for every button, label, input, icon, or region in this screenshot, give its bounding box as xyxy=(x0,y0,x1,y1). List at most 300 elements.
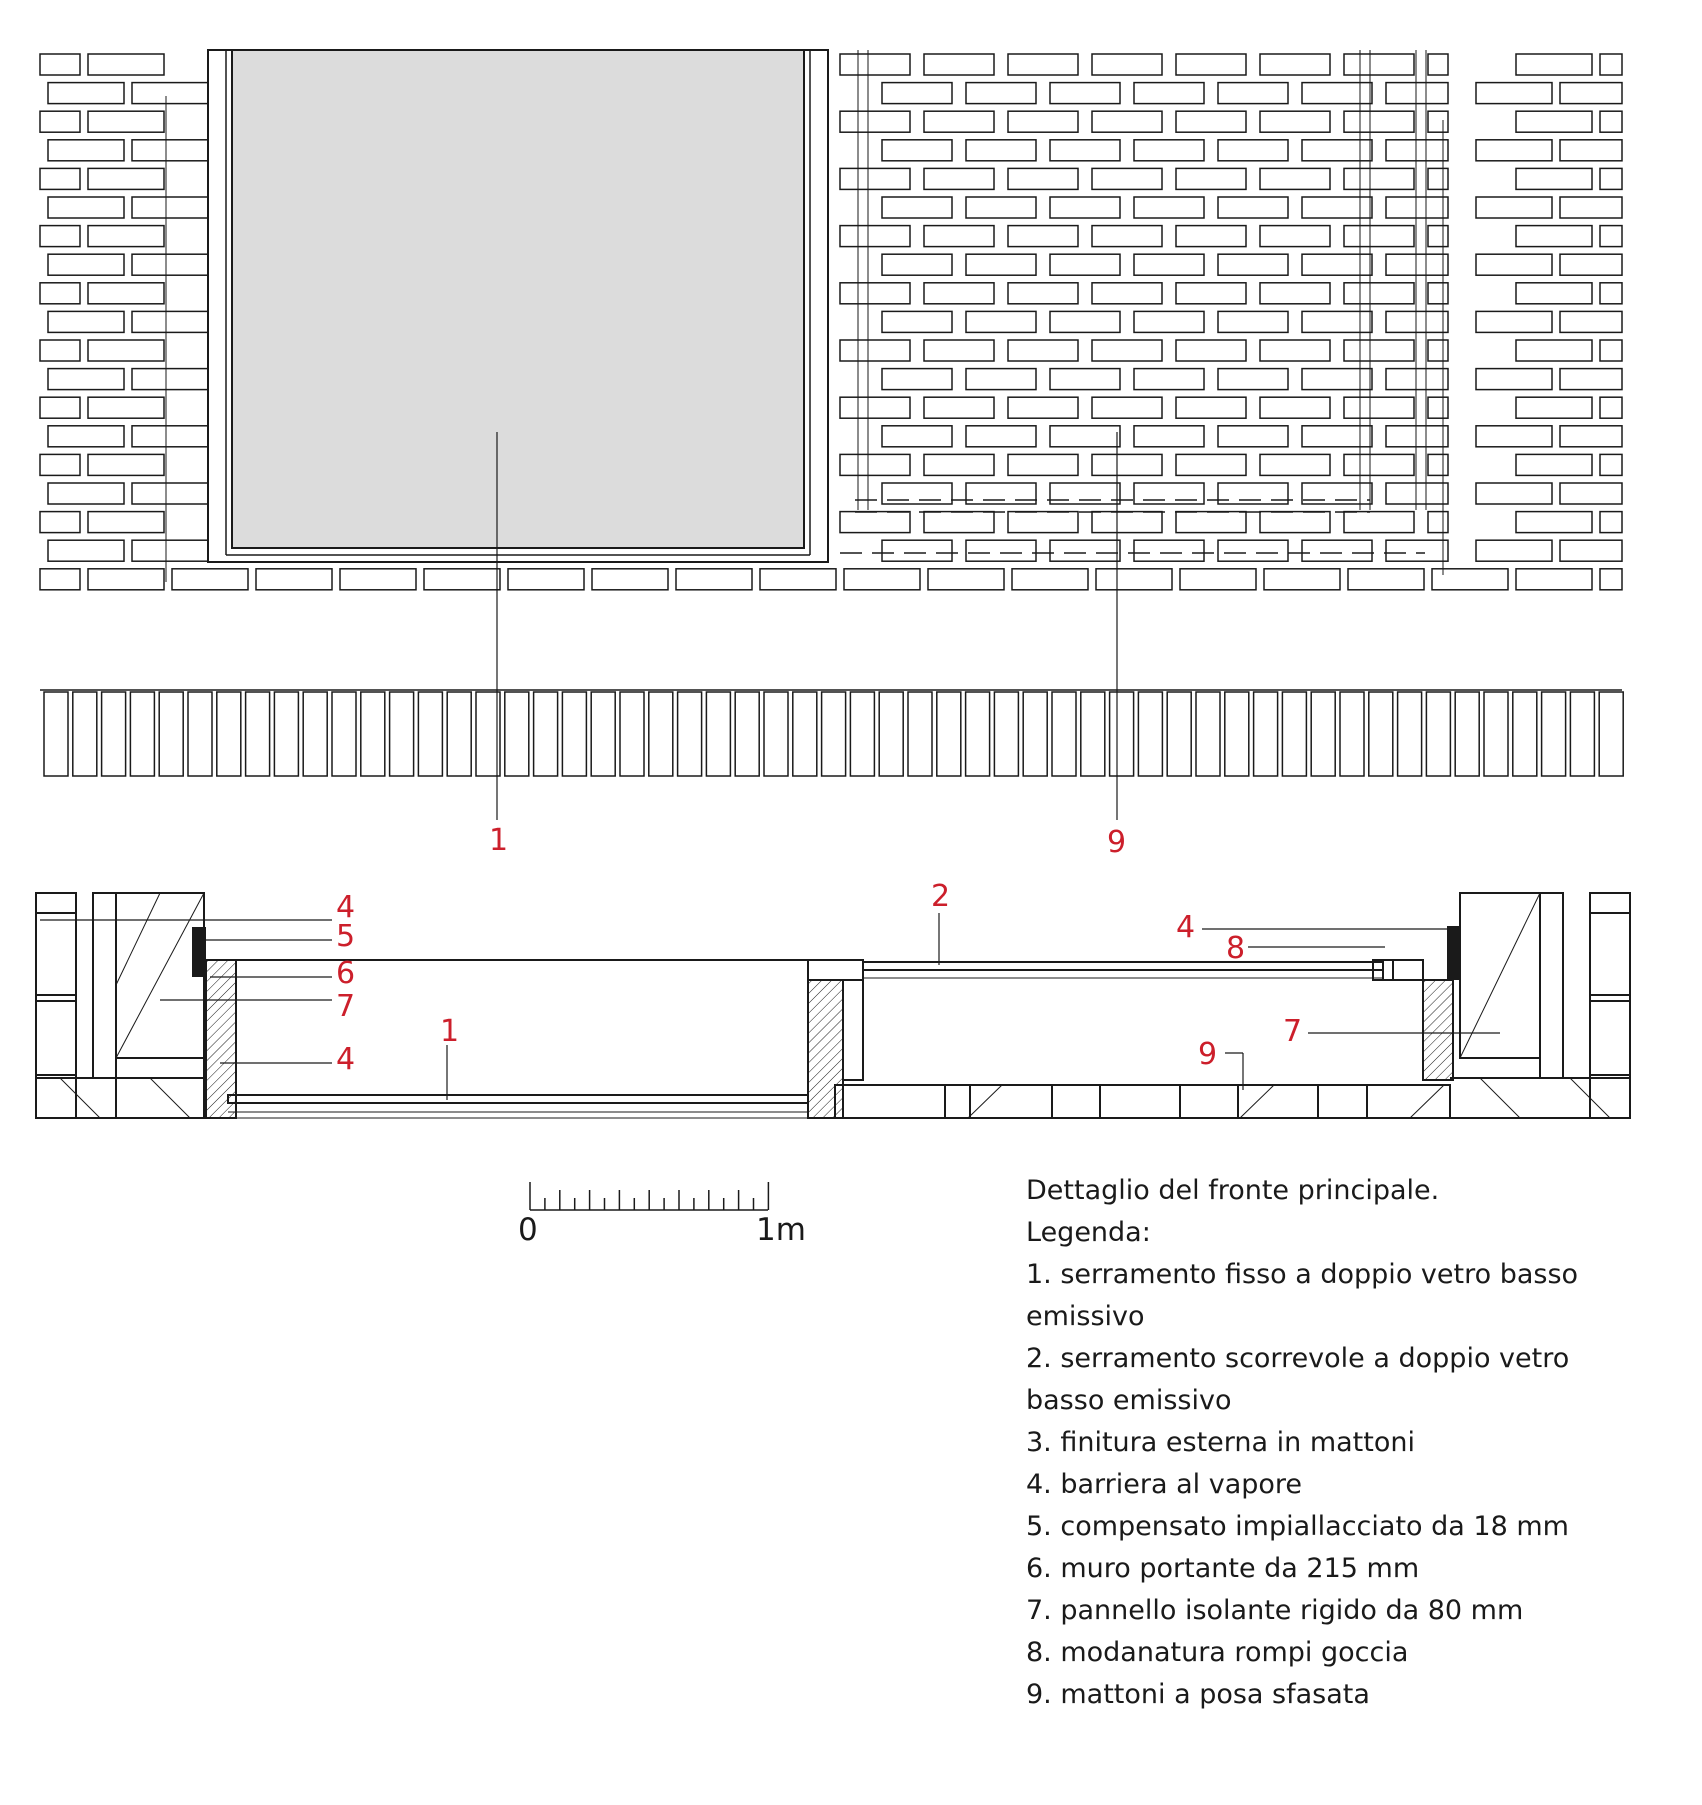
offset-brick xyxy=(1386,197,1448,218)
soldier-brick xyxy=(937,692,961,776)
offset-brick xyxy=(882,83,952,104)
offset-brick xyxy=(1302,83,1372,104)
brick xyxy=(1516,340,1592,361)
offset-brick xyxy=(1218,540,1288,561)
brick xyxy=(424,569,500,590)
offset-brick xyxy=(1218,254,1288,275)
offset-brick xyxy=(924,454,994,475)
offset-brick xyxy=(1428,226,1448,247)
offset-brick xyxy=(1008,111,1078,132)
brick xyxy=(40,111,80,132)
offset-brick xyxy=(1260,512,1330,533)
offset-brick xyxy=(1260,454,1330,475)
offset-brick xyxy=(1344,512,1414,533)
offset-brick xyxy=(1134,254,1204,275)
offset-brick xyxy=(1218,369,1288,390)
legend-block xyxy=(1026,1170,1646,1716)
soldier-brick xyxy=(188,692,212,776)
offset-brick xyxy=(1218,197,1288,218)
soldier-brick xyxy=(102,692,126,776)
offset-brick xyxy=(1302,483,1372,504)
brick xyxy=(1516,512,1592,533)
offset-brick xyxy=(840,454,910,475)
offset-brick xyxy=(1302,540,1372,561)
offset-brick xyxy=(1050,311,1120,332)
soldier-brick xyxy=(1426,692,1450,776)
section-leaders xyxy=(40,913,1500,1100)
brick xyxy=(1600,397,1622,418)
soldier-brick xyxy=(1110,692,1134,776)
brick xyxy=(48,426,124,447)
soldier-brick xyxy=(1254,692,1278,776)
section-callout-5: 6 xyxy=(336,956,356,991)
brick xyxy=(1600,111,1622,132)
brick xyxy=(1600,569,1622,590)
brick xyxy=(1560,140,1622,161)
offset-brick xyxy=(1386,369,1448,390)
drawing-caption: Dettaglio del fronte principale. xyxy=(1026,1175,1440,1206)
left-brick-leaf xyxy=(36,893,76,1118)
brick xyxy=(1516,454,1592,475)
offset-brick xyxy=(840,397,910,418)
soldier-brick xyxy=(1542,692,1566,776)
brick xyxy=(48,540,124,561)
brick xyxy=(40,283,80,304)
offset-brick xyxy=(1218,83,1288,104)
offset-brick xyxy=(1176,340,1246,361)
brick xyxy=(1600,168,1622,189)
brick xyxy=(1560,369,1622,390)
offset-brick xyxy=(1134,311,1204,332)
legend-item-7: 7. pannello isolante rigido da 80 mm xyxy=(1026,1595,1524,1626)
section-callout-1: 1 xyxy=(440,1014,460,1049)
offset-brick xyxy=(1260,340,1330,361)
brick xyxy=(132,369,208,390)
soldier-brick xyxy=(1023,692,1047,776)
offset-brick xyxy=(1218,426,1288,447)
brick xyxy=(1516,168,1592,189)
legend-item-6: 6. muro portante da 215 mm xyxy=(1026,1553,1420,1584)
offset-brick xyxy=(966,426,1036,447)
brick xyxy=(132,426,208,447)
soldier-brick xyxy=(217,692,241,776)
offset-brick xyxy=(882,540,952,561)
brick xyxy=(1476,254,1552,275)
offset-brick xyxy=(1134,140,1204,161)
legend-item-2: 2. serramento scorrevole a doppio vetro basso emissivo xyxy=(1026,1343,1570,1416)
soldier-brick xyxy=(764,692,788,776)
brick xyxy=(48,140,124,161)
soldier-course-brickwork xyxy=(40,690,1623,776)
offset-brick xyxy=(1050,426,1120,447)
scale-bar xyxy=(530,1182,768,1210)
offset-brick xyxy=(1428,111,1448,132)
brick xyxy=(1600,340,1622,361)
soldier-brick xyxy=(1167,692,1191,776)
brick xyxy=(508,569,584,590)
offset-brick xyxy=(1176,54,1246,75)
offset-brick xyxy=(1260,54,1330,75)
offset-brick xyxy=(840,283,910,304)
soldier-brick xyxy=(879,692,903,776)
offset-brick xyxy=(1008,54,1078,75)
brick xyxy=(1516,283,1592,304)
brick xyxy=(40,397,80,418)
offset-brick xyxy=(1176,397,1246,418)
offset-brick xyxy=(1092,226,1162,247)
brick xyxy=(1476,426,1552,447)
offset-brick xyxy=(882,369,952,390)
soldier-brick xyxy=(908,692,932,776)
offset-brick xyxy=(1092,340,1162,361)
section-callout-4: 5 xyxy=(336,919,356,954)
brick xyxy=(592,569,668,590)
offset-brick xyxy=(1302,311,1372,332)
offset-brick xyxy=(1302,197,1372,218)
offset-brick xyxy=(966,83,1036,104)
brick xyxy=(1516,54,1592,75)
soldier-brick xyxy=(850,692,874,776)
soldier-brick xyxy=(1052,692,1076,776)
offset-brick xyxy=(966,369,1036,390)
offset-brick xyxy=(1008,283,1078,304)
soldier-brick xyxy=(390,692,414,776)
soldier-brick xyxy=(1311,692,1335,776)
brick xyxy=(172,569,248,590)
offset-brick xyxy=(966,254,1036,275)
brick xyxy=(1476,540,1552,561)
brick xyxy=(1560,197,1622,218)
offset-brick xyxy=(840,54,910,75)
soldier-brick xyxy=(1455,692,1479,776)
offset-brick xyxy=(1386,311,1448,332)
offset-brick xyxy=(1302,369,1372,390)
offset-brick xyxy=(1260,168,1330,189)
offset-brick xyxy=(1428,340,1448,361)
legend-item-4: 4. barriera al vapore xyxy=(1026,1469,1303,1500)
offset-brick xyxy=(1218,140,1288,161)
offset-brick xyxy=(1050,140,1120,161)
offset-brick xyxy=(1050,197,1120,218)
offset-brick xyxy=(924,340,994,361)
legend-item-3: 3. finitura esterna in mattoni xyxy=(1026,1427,1415,1458)
offset-brick xyxy=(966,311,1036,332)
offset-brick xyxy=(924,283,994,304)
brick xyxy=(1600,54,1622,75)
soldier-brick xyxy=(1369,692,1393,776)
brick xyxy=(40,512,80,533)
brick xyxy=(1560,483,1622,504)
offset-brick xyxy=(1092,111,1162,132)
offset-brick xyxy=(1428,168,1448,189)
offset-brick xyxy=(1134,426,1204,447)
soldier-brick xyxy=(44,692,68,776)
scale-label-start: 0 xyxy=(518,1212,538,1248)
offset-brick xyxy=(1260,226,1330,247)
offset-brick xyxy=(966,483,1036,504)
offset-brick-panel xyxy=(840,50,1448,561)
soldier-brick xyxy=(994,692,1018,776)
offset-brick xyxy=(924,111,994,132)
brick xyxy=(88,397,164,418)
soldier-brick xyxy=(1081,692,1105,776)
offset-brick xyxy=(1008,454,1078,475)
offset-brick xyxy=(1428,283,1448,304)
offset-brick xyxy=(1176,454,1246,475)
brick xyxy=(1560,540,1622,561)
offset-brick xyxy=(1344,168,1414,189)
legend-heading: Legenda: xyxy=(1026,1217,1151,1248)
offset-brick xyxy=(840,226,910,247)
offset-brick xyxy=(1050,254,1120,275)
soldier-brick xyxy=(1225,692,1249,776)
legend-item-9: 9. mattoni a posa sfasata xyxy=(1026,1679,1370,1710)
brick xyxy=(48,83,124,104)
offset-brick xyxy=(1050,483,1120,504)
brick xyxy=(928,569,1004,590)
brick xyxy=(88,283,164,304)
offset-brick xyxy=(924,168,994,189)
offset-brick xyxy=(1134,83,1204,104)
soldier-brick xyxy=(1340,692,1364,776)
offset-brick xyxy=(1092,283,1162,304)
offset-brick xyxy=(1344,454,1414,475)
soldier-brick xyxy=(303,692,327,776)
offset-brick xyxy=(1386,483,1448,504)
offset-brick xyxy=(1008,340,1078,361)
elevation-callout-9: 9 xyxy=(1107,825,1127,860)
offset-brick xyxy=(1260,111,1330,132)
soldier-brick xyxy=(678,692,702,776)
soldier-brick xyxy=(447,692,471,776)
offset-brick xyxy=(1302,254,1372,275)
brick xyxy=(88,454,164,475)
brick xyxy=(88,340,164,361)
soldier-brick xyxy=(1484,692,1508,776)
offset-brick xyxy=(1260,283,1330,304)
brick xyxy=(256,569,332,590)
offset-brick xyxy=(1386,140,1448,161)
scale-label-end: 1m xyxy=(756,1212,806,1248)
sliding-window-section xyxy=(863,962,1383,970)
offset-brick xyxy=(882,311,952,332)
soldier-brick xyxy=(130,692,154,776)
brick xyxy=(1476,140,1552,161)
soldier-brick xyxy=(1196,692,1220,776)
brick xyxy=(1600,512,1622,533)
brick xyxy=(1516,569,1592,590)
section-callout-3: 4 xyxy=(336,890,356,925)
brick xyxy=(132,311,208,332)
brick xyxy=(1600,226,1622,247)
offset-brick xyxy=(1386,540,1448,561)
brick xyxy=(1516,226,1592,247)
offset-brick xyxy=(924,397,994,418)
brick xyxy=(48,254,124,275)
soldier-brick xyxy=(591,692,615,776)
legend-item-1: 1. serramento fisso a doppio vetro basso emissivo xyxy=(1026,1259,1579,1332)
legend-item-8: 8. modanatura rompi goccia xyxy=(1026,1637,1409,1668)
brick xyxy=(1516,397,1592,418)
section-callout-8: 8 xyxy=(1226,931,1246,966)
offset-brick xyxy=(1176,111,1246,132)
brick xyxy=(1516,111,1592,132)
section-callout-7-right: 7 xyxy=(1283,1014,1303,1049)
offset-brick xyxy=(1176,226,1246,247)
brick xyxy=(1560,83,1622,104)
soldier-brick xyxy=(1138,692,1162,776)
offset-brick xyxy=(1218,483,1288,504)
offset-brick xyxy=(1092,168,1162,189)
offset-brick xyxy=(1302,426,1372,447)
offset-brick xyxy=(882,426,952,447)
offset-brick xyxy=(966,197,1036,218)
brick xyxy=(132,197,208,218)
section-callout-6: 7 xyxy=(336,989,356,1024)
offset-brick xyxy=(840,168,910,189)
left-load-bearing-wall xyxy=(93,893,116,1078)
offset-brick xyxy=(1134,197,1204,218)
central-pier xyxy=(808,980,843,1118)
brick xyxy=(1560,426,1622,447)
offset-brick xyxy=(1386,426,1448,447)
offset-brick xyxy=(1176,168,1246,189)
soldier-brick xyxy=(620,692,644,776)
section-callout-4-right: 4 xyxy=(1176,910,1196,945)
offset-brick xyxy=(1008,397,1078,418)
fixed-window-section xyxy=(228,1095,808,1103)
offset-brick xyxy=(1344,111,1414,132)
soldier-brick xyxy=(246,692,270,776)
brick xyxy=(1012,569,1088,590)
brick xyxy=(1600,454,1622,475)
fixed-window-glass xyxy=(232,50,804,548)
brick xyxy=(40,340,80,361)
brick xyxy=(1096,569,1172,590)
offset-brick xyxy=(924,512,994,533)
offset-brick xyxy=(1344,54,1414,75)
offset-brick xyxy=(966,140,1036,161)
soldier-brick xyxy=(534,692,558,776)
soldier-brick xyxy=(1282,692,1306,776)
brick xyxy=(340,569,416,590)
brick xyxy=(1348,569,1424,590)
offset-brick xyxy=(1050,369,1120,390)
right-vapour-barrier xyxy=(1448,927,1460,979)
section-callout-7-left: 4 xyxy=(336,1042,356,1077)
brick xyxy=(844,569,920,590)
soldier-brick xyxy=(793,692,817,776)
soldier-brick xyxy=(332,692,356,776)
offset-brick xyxy=(1176,512,1246,533)
soldier-brick xyxy=(706,692,730,776)
offset-brick xyxy=(882,254,952,275)
brick xyxy=(88,512,164,533)
soldier-brick xyxy=(505,692,529,776)
brick xyxy=(1180,569,1256,590)
soldier-brick xyxy=(822,692,846,776)
offset-brick xyxy=(882,197,952,218)
brick xyxy=(48,483,124,504)
offset-brick xyxy=(1428,54,1448,75)
offset-brick xyxy=(840,111,910,132)
offset-brick xyxy=(1092,454,1162,475)
left-vapour-barrier xyxy=(193,928,205,976)
soldier-brick xyxy=(562,692,586,776)
offset-brick xyxy=(1260,397,1330,418)
offset-brick xyxy=(840,340,910,361)
offset-brick xyxy=(924,54,994,75)
section-callout-9: 9 xyxy=(1198,1037,1218,1072)
offset-brick xyxy=(1008,512,1078,533)
right-load-bearing-wall xyxy=(1540,893,1563,1078)
brick xyxy=(88,168,164,189)
offset-brick xyxy=(924,226,994,247)
right-plywood-lining xyxy=(1423,980,1453,1080)
brick xyxy=(40,569,80,590)
offset-brick xyxy=(1050,83,1120,104)
brick xyxy=(48,197,124,218)
offset-brick xyxy=(1428,454,1448,475)
offset-brick xyxy=(1092,512,1162,533)
facade-elevation xyxy=(40,50,1623,860)
right-brick-leaf xyxy=(1590,893,1630,1118)
brick xyxy=(132,254,208,275)
soldier-brick xyxy=(1599,692,1623,776)
soldier-brick xyxy=(1513,692,1537,776)
soldier-brick xyxy=(418,692,442,776)
offset-brick xyxy=(1134,483,1204,504)
offset-brick xyxy=(1092,54,1162,75)
offset-brick xyxy=(1428,397,1448,418)
offset-brick xyxy=(1386,254,1448,275)
soldier-brick xyxy=(1570,692,1594,776)
brick xyxy=(48,311,124,332)
offset-brick xyxy=(1050,540,1120,561)
offset-brick xyxy=(966,540,1036,561)
brick xyxy=(40,168,80,189)
offset-brick xyxy=(1008,168,1078,189)
offset-brick xyxy=(1344,340,1414,361)
offset-brick xyxy=(1008,226,1078,247)
soldier-brick xyxy=(361,692,385,776)
offset-brick xyxy=(882,483,952,504)
soldier-brick xyxy=(274,692,298,776)
brick xyxy=(1476,369,1552,390)
brick xyxy=(1476,483,1552,504)
section-callout-2: 2 xyxy=(931,879,951,914)
offset-brick xyxy=(1344,226,1414,247)
brick xyxy=(48,369,124,390)
offset-brick xyxy=(1092,397,1162,418)
soldier-brick xyxy=(159,692,183,776)
brick xyxy=(1476,83,1552,104)
offset-brick xyxy=(1218,311,1288,332)
brick xyxy=(40,454,80,475)
brick xyxy=(40,54,80,75)
brick xyxy=(132,140,208,161)
offset-brick xyxy=(840,512,910,533)
offset-brick xyxy=(1386,83,1448,104)
soldier-brick xyxy=(735,692,759,776)
brick xyxy=(132,540,208,561)
brick xyxy=(88,569,164,590)
brick xyxy=(676,569,752,590)
soldier-brick xyxy=(1398,692,1422,776)
offset-brick xyxy=(1344,397,1414,418)
offset-brick xyxy=(1302,140,1372,161)
brick xyxy=(88,111,164,132)
